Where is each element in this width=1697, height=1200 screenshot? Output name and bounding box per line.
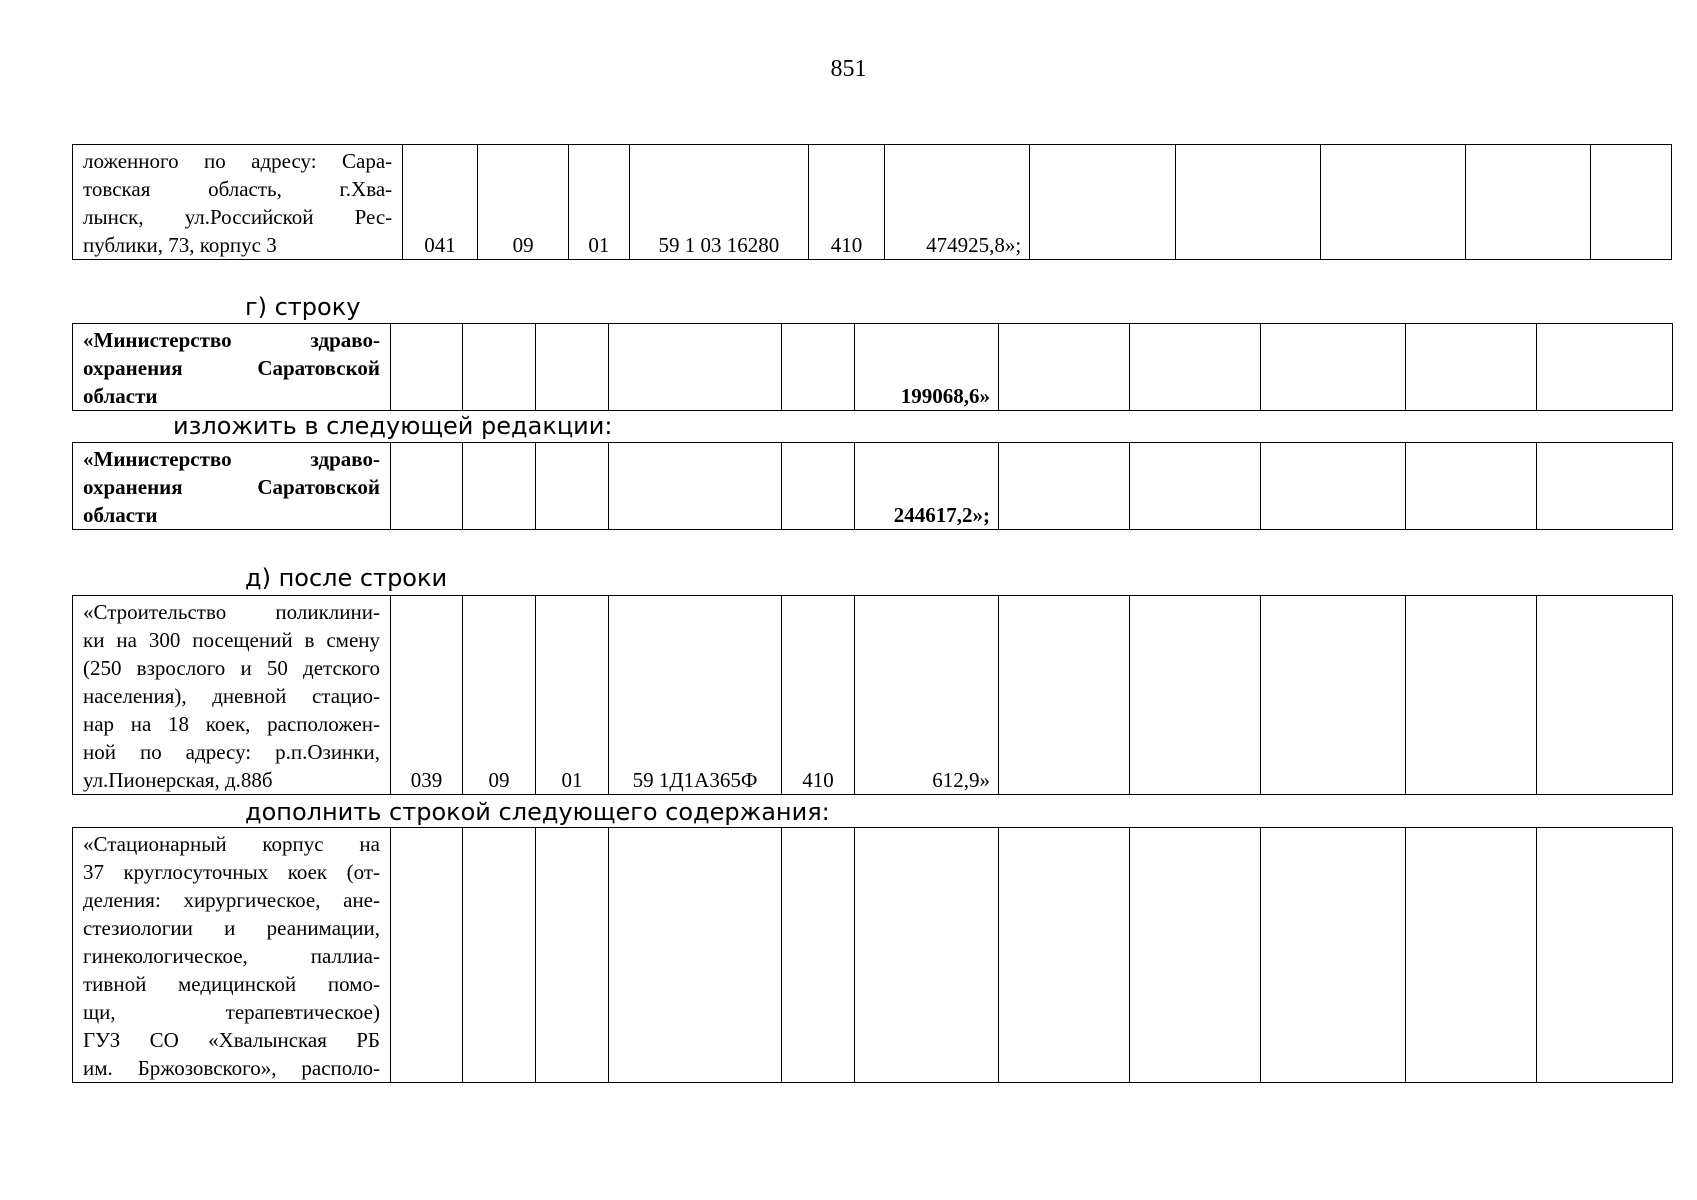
name-line: товская область, г.Хва- bbox=[83, 177, 393, 201]
object-name-cell bbox=[73, 145, 403, 260]
empty-cell bbox=[609, 443, 782, 530]
ministry-code-cell: 041 bbox=[403, 145, 478, 260]
empty-cell bbox=[463, 828, 536, 1083]
expense-type-cell: 410 bbox=[809, 145, 885, 260]
empty-cell bbox=[1130, 443, 1261, 530]
instruction-d: д) после строки bbox=[245, 564, 448, 592]
empty-cell bbox=[1130, 324, 1261, 411]
table-old-ministry-row bbox=[72, 323, 1673, 411]
empty-cell bbox=[1537, 324, 1673, 411]
empty-cell bbox=[782, 443, 855, 530]
empty-cell bbox=[1590, 145, 1671, 260]
empty-cell bbox=[536, 828, 609, 1083]
name-line: гинекологическое, паллиа- bbox=[83, 944, 380, 968]
name-line: «Стационарный корпус на bbox=[83, 832, 380, 856]
empty-cell bbox=[1537, 828, 1673, 1083]
target-article-cell: 59 1 03 16280 bbox=[629, 145, 809, 260]
empty-cell bbox=[999, 324, 1130, 411]
empty-cell bbox=[1130, 596, 1261, 795]
ministry-code-cell: 039 bbox=[391, 596, 463, 795]
empty-cell bbox=[1030, 145, 1175, 260]
instruction-izlozhit: изложить в следующей редакции: bbox=[173, 412, 613, 440]
page-number: 851 bbox=[830, 56, 867, 82]
object-name-cell bbox=[73, 828, 391, 1083]
empty-cell bbox=[1406, 596, 1537, 795]
section-cell: 09 bbox=[477, 145, 568, 260]
empty-cell bbox=[782, 324, 855, 411]
name-line: охранения Саратовской bbox=[83, 475, 380, 499]
empty-cell bbox=[391, 324, 463, 411]
name-line: «Министерство здраво- bbox=[83, 447, 380, 471]
name-line: деления: хирургическое, ане- bbox=[83, 888, 380, 912]
empty-cell bbox=[855, 828, 999, 1083]
subsection-cell: 01 bbox=[536, 596, 609, 795]
empty-cell bbox=[391, 828, 463, 1083]
amount-cell: 244617,2»; bbox=[855, 443, 999, 530]
table-new-ministry-row bbox=[72, 442, 1673, 530]
name-line: публики, 73, корпус 3 bbox=[83, 233, 277, 257]
amount-cell: 199068,6» bbox=[855, 324, 999, 411]
amount-cell: 612,9» bbox=[855, 596, 999, 795]
name-line: ложенного по адресу: Сара- bbox=[83, 149, 393, 173]
name-line: нар на 18 коек, расположен- bbox=[83, 712, 380, 736]
expense-type-cell: 410 bbox=[782, 596, 855, 795]
name-line: охранения Саратовской bbox=[83, 356, 380, 380]
empty-cell bbox=[782, 828, 855, 1083]
name-line: «Министерство здраво- bbox=[83, 328, 380, 352]
empty-cell bbox=[1537, 443, 1673, 530]
name-line: ул.Пионерская, д.88б bbox=[83, 768, 273, 792]
empty-cell bbox=[1406, 324, 1537, 411]
empty-cell bbox=[999, 596, 1130, 795]
empty-cell bbox=[1130, 828, 1261, 1083]
empty-cell bbox=[536, 324, 609, 411]
empty-cell bbox=[536, 443, 609, 530]
amount-cell: 474925,8»; bbox=[884, 145, 1029, 260]
name-line: «Строительство поликлини- bbox=[83, 600, 380, 624]
object-name-cell bbox=[73, 324, 391, 411]
name-line: (250 взрослого и 50 детского bbox=[83, 656, 380, 680]
name-line: области bbox=[83, 503, 158, 527]
object-name-cell bbox=[73, 596, 391, 795]
name-line: лынск, ул.Российской Рес- bbox=[83, 205, 393, 229]
empty-cell bbox=[463, 324, 536, 411]
empty-cell bbox=[609, 828, 782, 1083]
name-line: стезиологии и реанимации, bbox=[83, 916, 380, 940]
instruction-g: г) строку bbox=[245, 293, 361, 321]
table-polyclinic-row bbox=[72, 595, 1673, 795]
target-article-cell: 59 1Д1А365Ф bbox=[609, 596, 782, 795]
empty-cell bbox=[1261, 828, 1406, 1083]
empty-cell bbox=[1320, 145, 1465, 260]
name-line: населения), дневной стацио- bbox=[83, 684, 380, 708]
section-cell: 09 bbox=[463, 596, 536, 795]
table-new-hospital-row bbox=[72, 827, 1673, 1083]
empty-cell bbox=[999, 443, 1130, 530]
empty-cell bbox=[1261, 596, 1406, 795]
empty-cell bbox=[391, 443, 463, 530]
object-name-cell bbox=[73, 443, 391, 530]
table-continuation bbox=[72, 144, 1672, 260]
name-line: ГУЗ СО «Хвалынская РБ bbox=[83, 1028, 380, 1052]
empty-cell bbox=[1406, 443, 1537, 530]
empty-cell bbox=[1261, 443, 1406, 530]
name-line: 37 круглосуточных коек (от- bbox=[83, 860, 380, 884]
name-line: области bbox=[83, 384, 158, 408]
empty-cell bbox=[1537, 596, 1673, 795]
name-line: им. Бржозовского», располо- bbox=[83, 1056, 380, 1080]
empty-cell bbox=[1261, 324, 1406, 411]
name-line: щи, терапевтическое) bbox=[83, 1000, 380, 1024]
instruction-dopolnit: дополнить строкой следующего содержания: bbox=[245, 798, 830, 826]
empty-cell bbox=[1175, 145, 1320, 260]
empty-cell bbox=[1406, 828, 1537, 1083]
empty-cell bbox=[463, 443, 536, 530]
subsection-cell: 01 bbox=[569, 145, 629, 260]
name-line: ки на 300 посещений в смену bbox=[83, 628, 380, 652]
name-line: ной по адресу: р.п.Озинки, bbox=[83, 740, 380, 764]
name-line: тивной медицинской помо- bbox=[83, 972, 380, 996]
empty-cell bbox=[609, 324, 782, 411]
empty-cell bbox=[999, 828, 1130, 1083]
empty-cell bbox=[1466, 145, 1591, 260]
